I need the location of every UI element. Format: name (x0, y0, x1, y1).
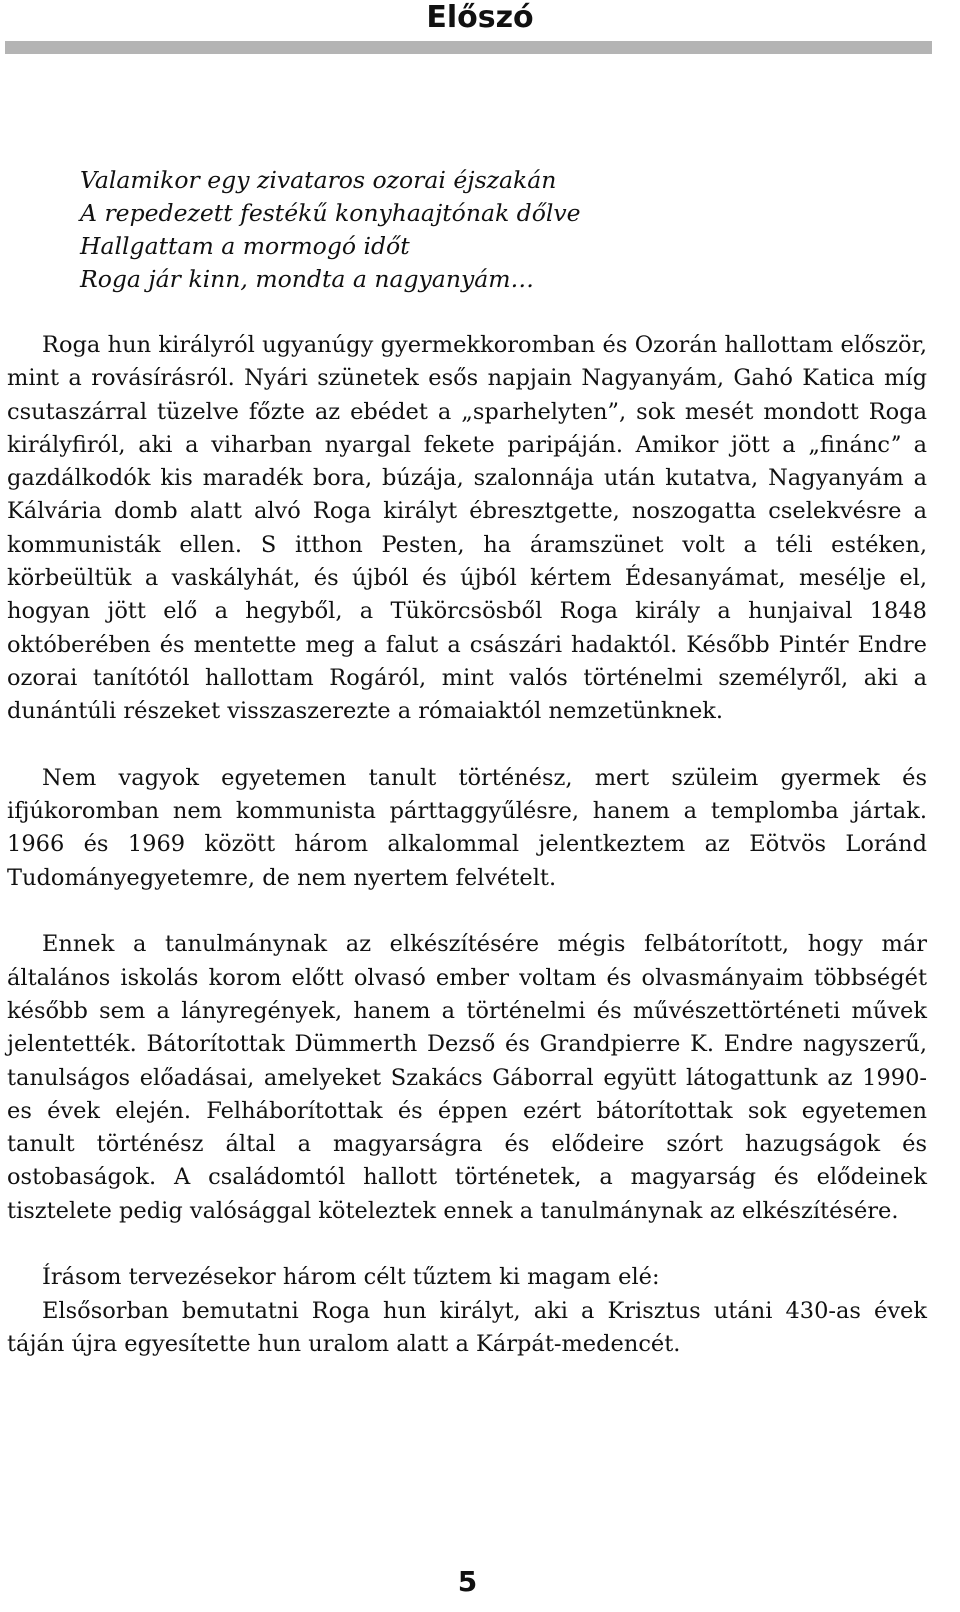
body-text (7, 329, 927, 1361)
paragraph-childhood: Roga hun királyról ugyanúgy gyermekkoromban és Ozorán hallottam először, mint a rovásírásról. Nyári szünetek esős napjain Nagyanyám, Gahó Katica míg csutaszárral tüzelve főzte az ebédet a „sparhelyten”, sok mesét mondott Roga királyfiról, aki a viharban nyargal fekete paripáján. Amikor jött a „fináncˮ a gazdálkodók kis maradék bora, búzája, szalonnája után kutatva, Nagyanyám a Kálvária domb alatt alvó Roga királyt ébresztgette, noszogatta cselekvésre a kommunisták ellen. S itthon Pesten, ha áramszünet volt a téli estéken, körbeültük a vaskályhát, és újból és újból kértem Édesanyámat, mesélje el, hogyan jött elő a hegyből, a Tükörcsösből Roga király a hunjaival 1848 októberében és mentette meg a falut a császári hadaktól. Később Pintér Endre ozorai tanítótól hallottam Rogáról, mint valós történelmi személyről, aki a dunántúli részeket visszaszerezte a rómaiaktól nemzetünknek. (7, 332, 927, 725)
page-title: Előszó (426, 0, 534, 35)
poem-line: Hallgattam a mormogó időt (80, 232, 410, 260)
paragraph-background: Nem vagyok egyetemen tanult történész, mert szüleim gyermek és ifjúkoromban nem kommunista párttaggyűlésre, hanem a templomba jártak. 1966 és 1969 között három alkalommal jelentkeztem az Eötvös Loránd Tudományegyetemre, de nem nyertem felvételt. (7, 764, 927, 891)
paragraph-goals: Írásom tervezésekor három célt tűztem ki magam elé: (42, 1264, 660, 1291)
epigraph-poem (80, 164, 920, 296)
page-number: 5 (457, 1565, 478, 1598)
poem-line: Valamikor egy zivataros ozorai éjszakán (80, 166, 557, 194)
title-underline-bar (5, 41, 932, 54)
paragraph-motivation: Ennek a tanulmánynak az elkészítésére mégis felbátorított, hogy már általános iskolás korom előtt olvasó ember voltam és olvasmányaim többségét később sem a lányregények, hanem a történelmi és művészettörténeti művek jelentették. Bátorítottak Dümmerth Dezső és Grandpierre K. Endre nagyszerű, tanulságos előadásai, amelyeket Szakács Gáborral együtt látogattunk az 1990-es évek elején. Felháborítottak és éppen ezért bátorítottak sok egyetemen tanult történész által a magyarságra és elődeire szórt hazugságok és ostobaságok. A családomtól hallott történetek, a magyarság és elődeinek tisztelete pedig valósággal köteleztek ennek a tanulmánynak az elkészítésére. (7, 931, 927, 1224)
paragraph-goal-first: Elsősorban bemutatni Roga hun királyt, aki a Krisztus utáni 430-as évek táján újra egyesítette hun uralom alatt a Kárpát-medencét. (7, 1297, 927, 1357)
poem-line: A repedezett festékű konyhaajtónak dőlve (80, 199, 581, 227)
poem-line: Roga jár kinn, mondta a nagyanyám… (80, 265, 535, 293)
